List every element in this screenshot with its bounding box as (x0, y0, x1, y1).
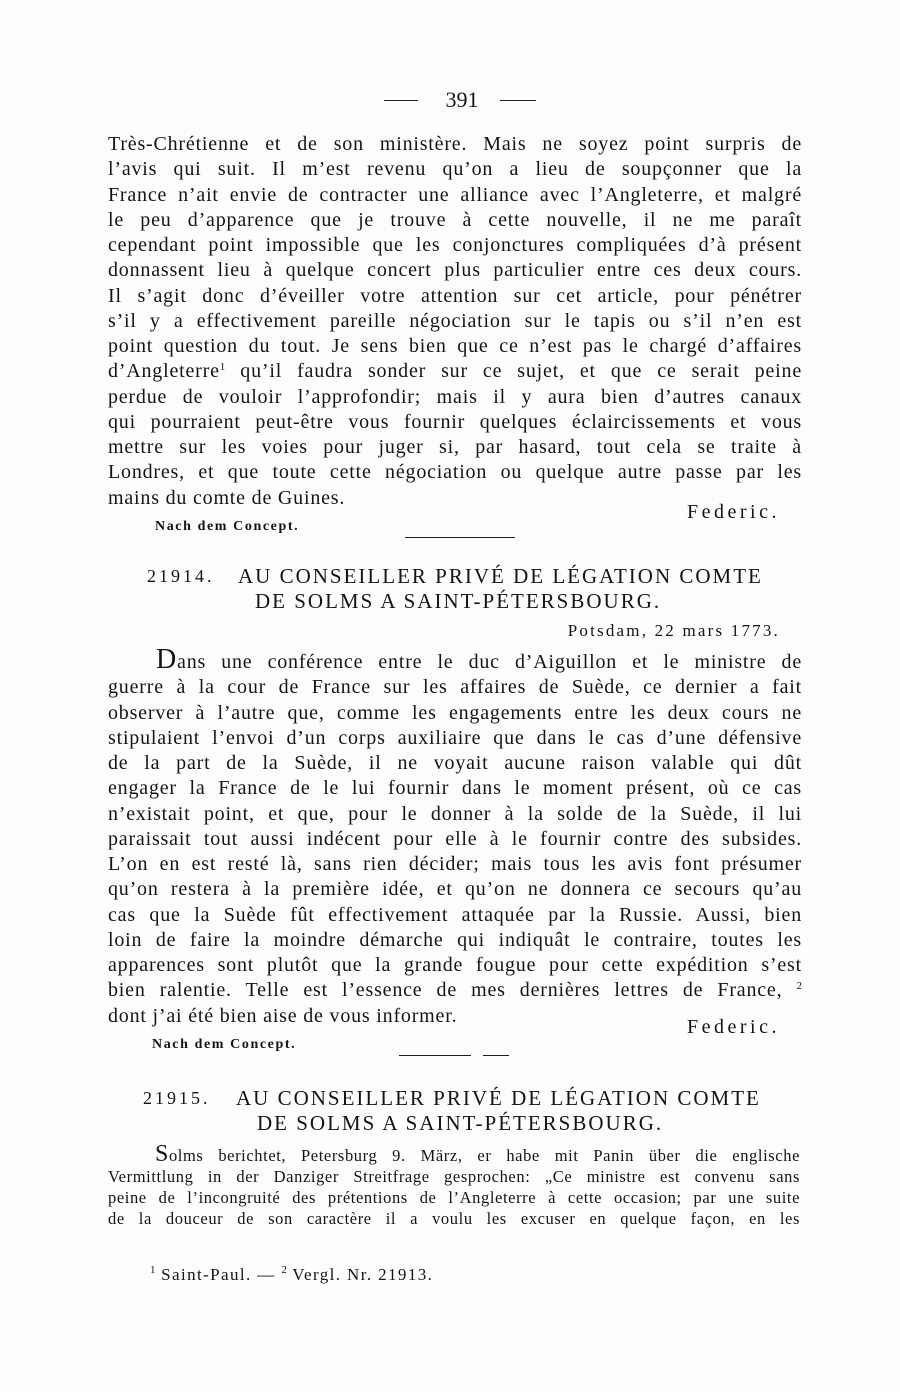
text-line: engager la France de le lui fournir dans le moment présent, où ce cas (108, 777, 802, 800)
footnote-ref: 2 (796, 980, 802, 993)
letter-number: 21914. (147, 566, 215, 586)
text-line: France n’ait envie de contracter une alliance avec l’Angleterre, et malgré (108, 183, 802, 206)
text-line: cas que la Suède fût effectivement attaquée par la Russie. Aussi, bien (108, 903, 802, 926)
letter-number: 21915. (143, 1088, 211, 1108)
text-line: n’existait point, et que, pour le donner à la solde de la Suède, il lui (108, 802, 802, 825)
text-line (108, 359, 802, 384)
footnote-mark: 2 (281, 1264, 287, 1276)
text-line: de la part de la Suède, il ne voyait aucune raison valable qui dût (108, 752, 802, 774)
footnote-text: Saint-Paul. (161, 1265, 252, 1284)
text-line: mains du comte de Guines. (108, 486, 346, 509)
header-rule-left (384, 100, 418, 101)
text-line (108, 978, 802, 1003)
text-fragment: bien ralentie. Telle est l’essence de mes dernières lettres de France, (108, 979, 783, 1002)
text-line: qu’on restera à la première idée, et qu’on ne donnera ce secours qu’au (108, 878, 802, 901)
text-line: Londres, et que toute cette négociation ou quelque autre passe par les (108, 461, 802, 484)
footnote-separator: — (257, 1265, 276, 1284)
footnotes (150, 1263, 433, 1287)
text-line: Dans une conférence entre le duc d’Aiguillon et le ministre de (156, 644, 802, 675)
text-line: l’avis qui suit. Il m’est revenu qu’on a lieu de soupçonner que la (108, 158, 802, 181)
footnote-ref: 1 (219, 361, 226, 374)
text-line: s’il y a effectivement pareille négociation sur le tapis ou s’il n’en est (108, 309, 802, 332)
text-line: mettre sur les voies pour juger si, par hasard, tout cela se traite à (108, 436, 802, 458)
letter-title: AU CONSEILLER PRIVÉ DE LÉGATION COMTE (238, 564, 763, 588)
text-line: apparences sont plutôt que la grande fougue pour cette expédition s’est (108, 954, 802, 976)
text-line: Solms berichtet, Petersburg 9. März, er habe mit Panin über die englische (155, 1141, 800, 1167)
text-line: peine de l’incongruité des prétentions de l’Angleterre à cette occasion; par une suite (108, 1188, 800, 1207)
text-line: le peu d’apparence que je trouve à cette nouvelle, il ne me paraît (108, 208, 802, 231)
text-line: Vermittlung in der Danziger Streitfrage gesprochen: „Ce ministre est convenu sans (108, 1167, 800, 1186)
text-line: loin de faire la moindre démarche qui indiquât le contraire, toutes les (108, 928, 802, 951)
footnote-text: Vergl. Nr. 21913. (292, 1265, 434, 1284)
letter-text (108, 132, 802, 511)
text-line: observer à l’autre que, comme les engagements entre les deux cours ne (108, 701, 802, 724)
text-line: guerre à la cour de France sur les affaires de Suède, ce dernier a fait (108, 676, 802, 699)
signature: Federic. (687, 1016, 780, 1038)
source-note: Nach dem Concept. (152, 1037, 297, 1052)
text-line: de la douceur de son caractère il a voulu les excuser en quelque façon, en les (108, 1209, 800, 1228)
signature: Federic. (687, 501, 780, 523)
separator-rule (405, 537, 515, 538)
footnote-mark: 1 (150, 1264, 156, 1276)
letter-title: AU CONSEILLER PRIVÉ DE LÉGATION COMTE (236, 1086, 761, 1110)
text-line: dont j’ai été bien aise de vous informer. (108, 1004, 458, 1027)
text-line: qui pourraient peut-être vous fournir quelques éclaircissements et vous (108, 410, 802, 433)
text-line: donnassent lieu à quelque concert plus particulier entre ces deux cours. (108, 259, 802, 282)
letter-summary (108, 1141, 800, 1229)
letter-title: DE SOLMS A SAINT-PÉTERSBOURG. (257, 1111, 664, 1135)
source-note: Nach dem Concept. (155, 519, 300, 534)
letter-title: DE SOLMS A SAINT-PÉTERSBOURG. (255, 589, 662, 613)
text-fragment: qu’il faudra sonder sur ce sujet, et que ce serait peine (240, 360, 802, 383)
separator-rule (399, 1055, 471, 1056)
text-fragment: d’Angleterre (108, 360, 220, 383)
letter-text (108, 644, 802, 1029)
text-line: perdue de vouloir l’approfondir; mais il y aura bien d’autres canaux (108, 385, 802, 408)
text-line: cependant point impossible que les conjonctures compliquées d’à présent (108, 234, 802, 256)
text-line: Très-Chrétienne et de son ministère. Mais ne soyez point surpris de (108, 133, 802, 155)
text-line: point question du tout. Je sens bien que ce n’est pas le chargé d’affaires (108, 335, 802, 357)
dateline: Potsdam, 22 mars 1773. (567, 621, 780, 640)
text-line: stipulaient l’envoi d’un corps auxiliaire que dans le cas d’une défensive (108, 726, 802, 749)
text-line: L’on en est resté là, sans rien décider; mais tous les avis font présumer (108, 853, 802, 875)
text-line: paraissait tout aussi indécent pour elle à le fournir contre des subsides. (108, 827, 802, 850)
text-line: Il s’agit donc d’éveiller votre attention sur cet article, pour pénétrer (108, 284, 802, 307)
header-rule-right (500, 100, 536, 101)
separator-rule (483, 1055, 509, 1056)
page-number: 391 (445, 87, 479, 112)
